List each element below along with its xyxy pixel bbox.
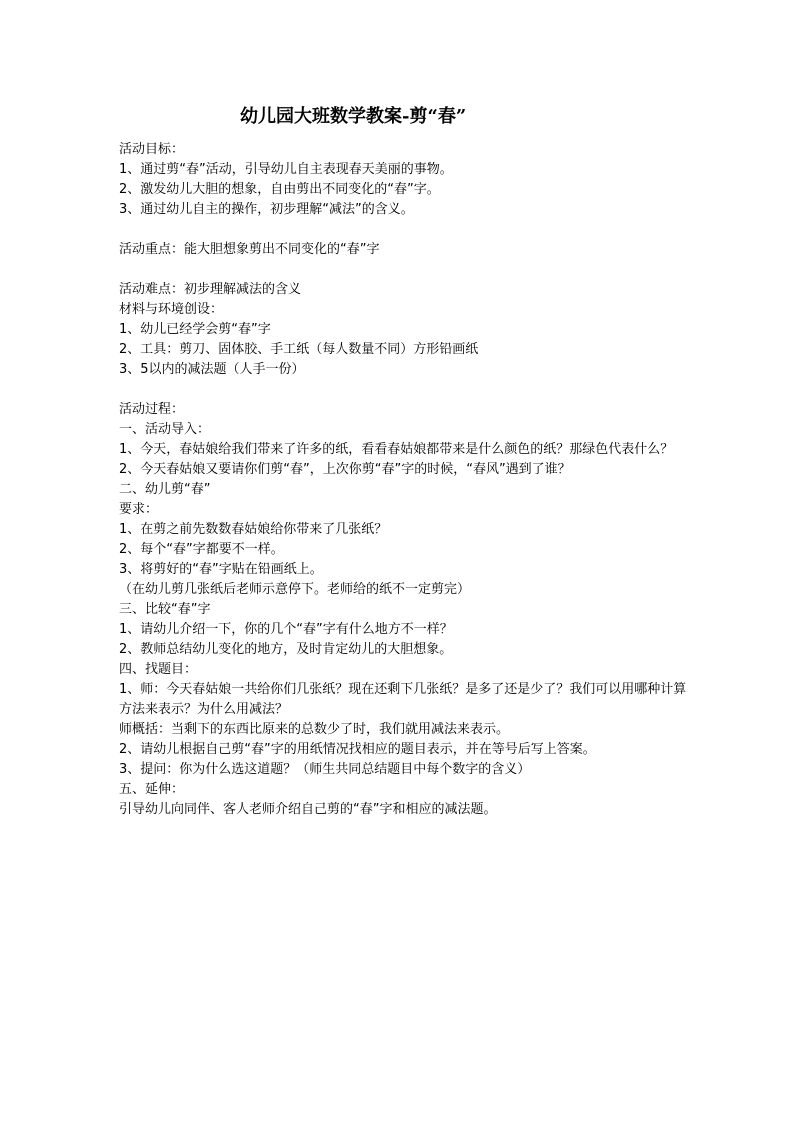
goal-item: 3、通过幼儿自主的操作，初步理解“减法”的含义。 xyxy=(119,202,414,217)
document-body xyxy=(119,140,689,820)
goal-item: 2、激发幼儿大胆的想象，自由剪出不同变化的“春”字。 xyxy=(119,182,440,197)
spacer xyxy=(119,260,689,280)
process-heading: 活动过程： xyxy=(119,402,185,417)
section-item: 1、今天，春姑娘给我们带来了许多的纸，看看春姑娘都带来是什么颜色的纸？那绿色代表什么？ xyxy=(119,442,674,457)
section-heading: 一、活动导入： xyxy=(119,422,211,437)
material-item: 3、5以内的减法题（人手一份） xyxy=(119,362,305,377)
goals-heading: 活动目标： xyxy=(119,142,185,157)
section-item: 1、师：今天春姑娘一共给你们几张纸？现在还剩下几张纸？是多了还是少了？我们可以用哪种计算方法来表示？为什么用减法？ xyxy=(119,682,687,717)
section-heading: 五、延伸： xyxy=(119,782,185,797)
section-item: 3、提问：你为什么选这道题？（师生共同总结题目中每个数字的含义） xyxy=(119,762,531,777)
key-point: 活动重点：能大胆想象剪出不同变化的“春”字 xyxy=(119,242,380,257)
document-title: 幼儿园大班数学教案-剪“春” xyxy=(240,106,467,127)
section-item: 1、在剪之前先数数春姑娘给你带来了几张纸？ xyxy=(119,522,388,537)
requirements-label: 要求： xyxy=(119,502,159,517)
material-item: 2、工具：剪刀、固体胶、手工纸（每人数量不同）方形铅画纸 xyxy=(119,342,479,357)
section-heading: 三、比较“春”字 xyxy=(119,602,211,617)
goal-item: 1、通过剪“春”活动，引导幼儿自主表现春天美丽的事物。 xyxy=(119,162,453,177)
section-item: 1、请幼儿介绍一下，你的几个“春”字有什么地方不一样？ xyxy=(119,622,453,637)
section-item: 2、今天春姑娘又要请你们剪“春”，上次你剪“春”字的时候，“春风”遇到了谁？ xyxy=(119,462,571,477)
section-item: 2、教师总结幼儿变化的地方，及时肯定幼儿的大胆想象。 xyxy=(119,642,453,657)
section-item: 2、每个“春”字都要不一样。 xyxy=(119,542,284,557)
spacer xyxy=(119,220,689,240)
materials-heading: 材料与环境创设： xyxy=(119,302,224,317)
section-note: （在幼儿剪几张纸后老师示意停下。老师给的纸不一定剪完） xyxy=(119,582,471,597)
section-item: 2、请幼儿根据自己剪“春”字的用纸情况找相应的题目表示，并在等号后写上答案。 xyxy=(119,742,596,757)
difficulty: 活动难点：初步理解减法的含义 xyxy=(119,282,302,297)
section-item: 引导幼儿向同伴、客人老师介绍自己剪的“春”字和相应的减法题。 xyxy=(119,802,497,817)
material-item: 1、幼儿已经学会剪“春”字 xyxy=(119,322,271,337)
section-heading: 二、幼儿剪“春” xyxy=(119,482,211,497)
section-item: 师概括：当剩下的东西比原来的总数少了时，我们就用减法来表示。 xyxy=(119,722,510,737)
spacer xyxy=(119,380,689,400)
section-heading: 四、找题目： xyxy=(119,662,198,677)
section-item: 3、将剪好的“春”字贴在铅画纸上。 xyxy=(119,562,323,577)
